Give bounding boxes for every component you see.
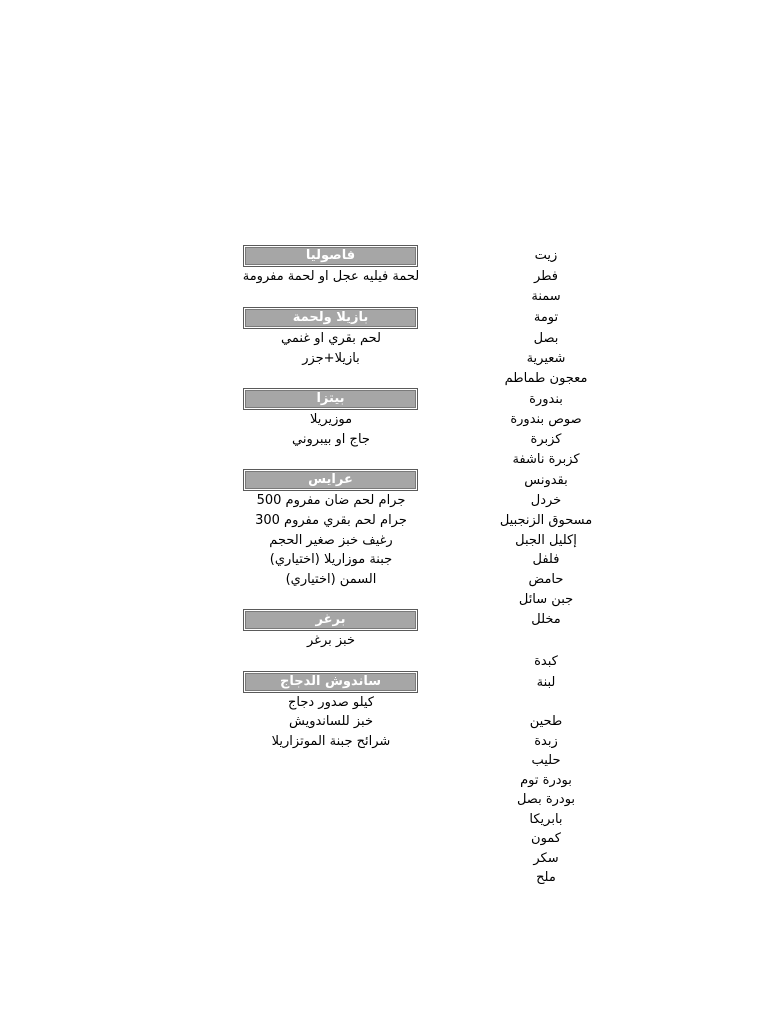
ingredient-item: بندورة xyxy=(529,392,563,407)
recipe-item: لحم بقري او غنمي xyxy=(281,331,381,346)
recipe-item: جاج او بيبروني xyxy=(292,432,370,447)
ingredient-item: بودرة توم xyxy=(520,773,572,788)
ingredient-item: إكليل الجبل xyxy=(515,533,577,548)
recipe-item: شرائح جبنة الموتزاريلا xyxy=(271,734,391,749)
ingredient-item: حامض xyxy=(528,572,564,587)
recipe-item: رغيف خبز صغير الحجم xyxy=(269,533,393,548)
recipe-title: فاصوليا xyxy=(243,245,418,267)
ingredient-item: مسحوق الزنجبيل xyxy=(499,513,593,528)
ingredient-item: طحين xyxy=(529,714,563,729)
recipe-item: لحمة فيليه عجل او لحمة مفرومة xyxy=(242,269,420,284)
ingredient-item: فطر xyxy=(533,269,559,284)
recipe-title: برغر xyxy=(243,609,418,631)
ingredient-item: تومة xyxy=(533,310,559,325)
recipe-item: جرام لحم ضان مفروم 500 xyxy=(256,493,406,508)
recipe-title: عرايس xyxy=(243,469,418,491)
recipe-item: جرام لحم بقري مفروم 300 xyxy=(255,513,407,528)
ingredient-item: كبدة xyxy=(534,654,558,669)
ingredient-item: كزبرة ناشفة xyxy=(512,452,580,467)
ingredient-item: كزبرة xyxy=(530,432,562,447)
ingredient-item: بابريكا xyxy=(529,812,563,827)
ingredient-item: بصل xyxy=(533,331,559,346)
ingredient-item: لبنة xyxy=(536,675,556,690)
ingredient-item: فلفل xyxy=(532,552,560,567)
recipe-title: بازيلا ولحمة xyxy=(243,307,418,329)
recipe-title: ساندوش الدجاج xyxy=(243,671,418,693)
recipe-item: خبز برغر xyxy=(306,633,356,648)
ingredient-item: خردل xyxy=(530,493,562,508)
ingredient-item: سمنة xyxy=(531,289,561,304)
ingredient-item: سكر xyxy=(533,851,559,866)
recipe-item: خبز للساندويش xyxy=(289,714,373,729)
ingredient-item: بقدونس xyxy=(524,473,568,488)
ingredient-item: حليب xyxy=(531,753,561,768)
ingredient-item xyxy=(488,631,604,651)
ingredient-item: ملح xyxy=(536,870,556,885)
recipe-item: موزيريلا xyxy=(309,412,353,427)
ingredient-item: جبن سائل xyxy=(518,592,574,607)
ingredient-item: معجون طماطم xyxy=(504,371,588,386)
ingredient-item: زيت xyxy=(534,248,558,263)
ingredient-item: صوص بندورة xyxy=(510,412,582,427)
ingredient-item: بودرة بصل xyxy=(516,792,576,807)
ingredient-item: كمون xyxy=(531,831,561,846)
recipe-item: جبنة موزاريلا (اختياري) xyxy=(269,552,393,567)
ingredient-item: شعيرية xyxy=(526,351,566,366)
recipe-item: السمن (اختياري) xyxy=(285,572,377,587)
recipe-title: بيتزا xyxy=(243,388,418,410)
recipe-item: بازيلا+جزر xyxy=(302,351,360,366)
ingredient-item: مخلل xyxy=(531,612,561,627)
recipe-item: كيلو صدور دجاج xyxy=(288,695,374,710)
ingredient-item xyxy=(488,693,604,713)
ingredient-item: زبدة xyxy=(534,734,558,749)
